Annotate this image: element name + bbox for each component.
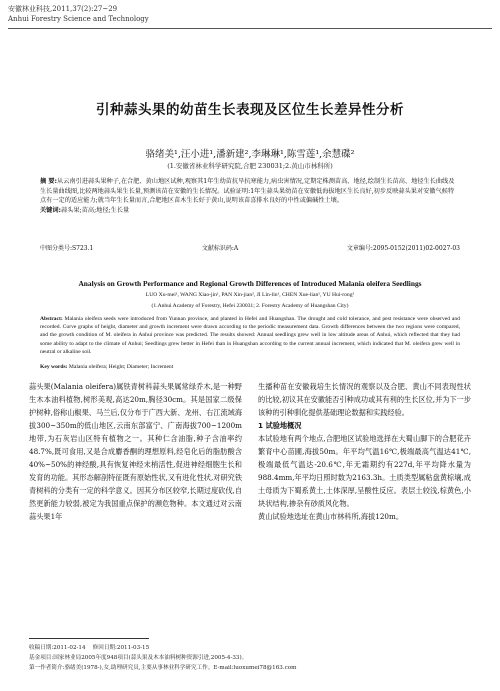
revised-date: 修回日期:2011-03-15 bbox=[92, 645, 150, 651]
keywords-label: 关键词: bbox=[40, 206, 62, 214]
english-abstract-text: Malania oleifera seeds were introduced from Yunnan province, and planted in Hefei and Huangshan. The drought and cold tolerance, and pest resistance were observed and recorded. Curve graphs of height, diameter and growth increment were drawn according to the periodic measurement data. Growth differences between the two regions were compared, and the growth condition of M. oleifera in Anhui province was predicted. The results showed: Annual seedlings grew well in low altitude areas of Anhui, which reflected that they had some ability to adapt to the climate of Anhui; Seedlings grew better in Hefei than in Huangshan according to the current annual increment, which indicated that M. oleifera grew well in neutral or alkaline soil. bbox=[40, 316, 460, 355]
article-number: 文章编号:2095-0152(2011)02-0027-03 bbox=[346, 245, 460, 252]
english-affiliation: (1.Anhui Academy of Forestry, Hefei 230031; 2. Forestry Academy of Huangshan City) bbox=[151, 303, 349, 309]
clc-number: 中图分类号:S723.1 bbox=[40, 245, 94, 252]
abstract-cn bbox=[40, 177, 460, 215]
abstract-label: 摘 要: bbox=[40, 178, 58, 185]
document-code: 文献标识码:A bbox=[201, 245, 239, 252]
english-authors: LUO Xu-mei¹, WANG Xiao-jin¹, PAN Xin-jian², JI Lin-lin¹, CHEN Xue-lian¹, YU Hui-rong² bbox=[145, 292, 355, 298]
journal-name-cn: 安徽林业科技,2011,37(2):27~29 bbox=[8, 5, 118, 13]
header-divider bbox=[8, 28, 492, 29]
english-keywords-text: Malania oleifera; Height; Diameter; Increment bbox=[68, 364, 174, 370]
classification-row bbox=[40, 243, 460, 252]
intro-paragraph: 蒜头果(Malania oleifera)属铁青树科蒜头果属常绿乔木,是一种野生木本油料植物,树形美观,高达20m,胸径30cm。其是国家二级保护树种,俗称山椒果、马兰后,仅分布于广西大新、龙州、右江流域海拔300~350m的低山地区,云南东部富宁、广南海拔700~1200m地带,为石灰岩山区特有植物之一。其种仁含油脂,种子含油率约48.7%,既可食用,又是合成麝香酮的理想原料,经皂化后的脂肪酸含40%~50%的神经酸,具有恢复神经末梢活性,促进神经细胞生长和发育的功能。其形态解剖特征既有原始性状,又有进化性状,对研究铁青树科的分类有一定的科学意义。因其分布区较窄,长期过度砍伐,自然更新能力较弱,被定为我国重点保护的濒危物种。本文通过对云南蒜头果1年 bbox=[29, 382, 243, 521]
english-abstract-label: Abstract: bbox=[40, 316, 63, 322]
fund-info: 基金项目:国家林业局2005年度948项目(蒜头果及木本油料树种资源引进,2005-4-33)。 bbox=[29, 655, 248, 661]
journal-name-en: Anhui Forestry Science and Technology bbox=[8, 15, 149, 23]
intro-continuation: 生播种苗在安徽栽培生长情况的观察以及合肥、黄山不同表现性状的比较,初议其在安徽能否引种成功或其有利的生长区位,并为下一步该种的引种驯化提供基础理论数据和实践经验。 bbox=[258, 382, 472, 417]
section-1-paragraph: 本试验地有两个地点,合肥地区试验地选择在大蜀山脚下的合肥花卉繁育中心苗圃,海拔50m。年平均气温16℃,极端最高气温达41℃,极端最低气温达-20.6℃,年无霜期约有227d,年平均降水量为988.4mm,年平均日照时数为2163.3h。土质类型属粘盘黄棕壤,成土母质为下蜀系黄土,土体深厚,呈酸性反应。表层土较浅,棕黄色,小块状结构,掺杂有砂质风化物。 bbox=[258, 434, 471, 508]
footnote-divider bbox=[29, 638, 149, 639]
keywords-text: 蒜头果;苗高;地径;生长量 bbox=[61, 206, 130, 214]
author-list: 骆绪美¹,汪小进¹,潘新建²,李琳琳¹,陈雪莲¹,余慧碟² bbox=[145, 149, 355, 160]
abstract-text: 从云南引进蒜头果种子,在合肥、黄山地区试种,观察其1年生幼苗抗旱抗寒能力,病虫害情况,定期定株测苗高、地径,绘制生长苗高、地径生长曲线及生长量曲线图,比较两地蒜头果生长量,预测该苗在安徽的生长情况。试验证明:1年生蒜头果幼苗在安徽低海拔地区生长良好,初步反映蒜头果对安徽气候特点有一定的适应能力;就当年生长量而言,合肥地区苗木生长好于黄山,说明该苗喜排水良好的中性或偏碱性土壤。 bbox=[40, 178, 455, 205]
body-left-column bbox=[29, 380, 242, 523]
received-date: 收稿日期:2011-02-14 bbox=[29, 645, 86, 651]
section-1-title: 1 试验地概况 bbox=[258, 421, 302, 430]
english-abstract bbox=[40, 315, 460, 356]
english-keywords bbox=[40, 364, 460, 370]
section-1-paragraph-2: 黄山试验地选址在黄山市林科所,海拔120m。 bbox=[258, 512, 404, 521]
english-keywords-label: Key words: bbox=[40, 364, 68, 370]
journal-header bbox=[8, 4, 149, 24]
author-bio: 第一作者简介:骆绪美(1978-),女,助理研究员,主要从事林业科学研究工作。E-mail:luoxumei78@163.com bbox=[29, 665, 297, 671]
affiliation: (1.安徽省林业科学研究院,合肥 230031;2.黄山市林科所) bbox=[167, 162, 333, 170]
paper-title: 引种蒜头果的幼苗生长表现及区位生长差异性分析 bbox=[96, 102, 404, 118]
body-right-column bbox=[258, 380, 471, 523]
english-title: Analysis on Growth Performance and Regional Growth Differences of Introduced Malania oleifera Seedlings bbox=[78, 279, 422, 288]
footnote bbox=[29, 643, 480, 673]
